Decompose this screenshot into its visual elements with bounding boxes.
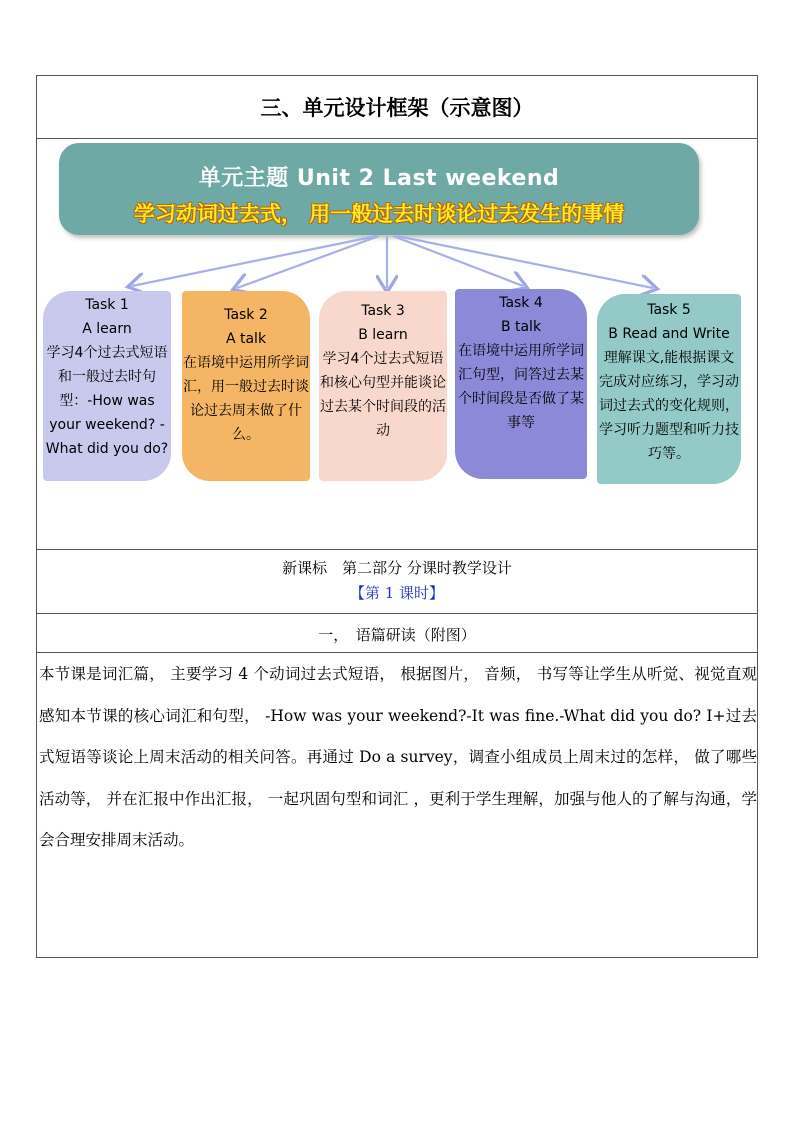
task-sub: B learn [358,327,408,343]
task-desc: 学习4个过去式短语和一般过去时句型：-How was your weekend? -What did you do? [45,345,169,457]
task-desc: 理解课文,能根据课文完成对应练习，学习动词过去式的变化规则，学习听力题型和听力技巧等。 [599,350,739,462]
arrow-task2 [237,236,379,288]
task-card-2 [182,291,310,481]
task-sub: A learn [82,321,132,337]
text-analysis-paragraph: 本节课是词汇篇， 主要学习 4 个动词过去式短语， 根据图片， 音频， 书写等让学生从听觉、视觉直观感知本节课的核心词汇和句型， -How was your weekend?-It was fine.-What did you do? I+过去式短语等谈论上周末活动的相关问答。再通过 Do a survey，调查小组成员上周末过的怎样， 做了哪些活动等， 并在汇报中作出汇报， 一起巩固句型和词汇 ，更利于学生理解，加强与他人的了解与沟通，学会合理安排周末活动。 [39,665,757,849]
arrow-task4 [393,236,523,286]
task-card-4 [455,289,587,479]
unit-theme-title: 单元主题 Unit 2 Last weekend [198,166,560,191]
part-heading: 新课标 第二部分 分课时教学设计 [282,559,512,577]
task-card-1 [43,291,171,481]
divider [37,138,757,139]
section-title: 三、单元设计框架（示意图） [260,95,534,120]
task-desc: 在语境中运用所学词汇句型，问答过去某个时间段是否做了某事等 [458,343,584,431]
task-sub: B talk [500,319,542,335]
task-name: Task 3 [361,303,405,319]
task-name: Task 1 [85,297,129,313]
arrow-task5 [397,236,653,288]
unit-theme-goal: 学习动词过去式， 用一般过去时谈论过去发生的事情 [133,202,625,226]
task-desc: 在语境中运用所学词汇，用一般过去时谈论过去周末做了什么。 [183,355,309,443]
task-desc: 学习4个过去式短语和核心句型并能谈论过去某个时间段的活动 [320,351,446,439]
task-card-3 [319,291,447,481]
connector-arrows [37,226,759,296]
task-sub: B Read and Write [608,326,730,342]
lesson-label [37,582,757,603]
unit-theme-banner [59,143,699,235]
section1-title: 一， 语篇研读（附图） [318,625,476,644]
task-name: Task 4 [499,295,543,311]
task-sub: A talk [225,331,267,347]
unit-design-table [36,75,758,958]
task-name: Task 2 [224,307,268,323]
divider [37,613,757,614]
arrow-task1 [132,236,377,286]
lesson-open: 【第 [349,584,380,602]
task-name: Task 5 [647,302,691,318]
task-card-5 [597,294,741,484]
lesson-number: 1 [384,584,395,602]
lesson-close: 课时】 [399,584,445,602]
divider [37,652,757,653]
divider [37,549,757,550]
